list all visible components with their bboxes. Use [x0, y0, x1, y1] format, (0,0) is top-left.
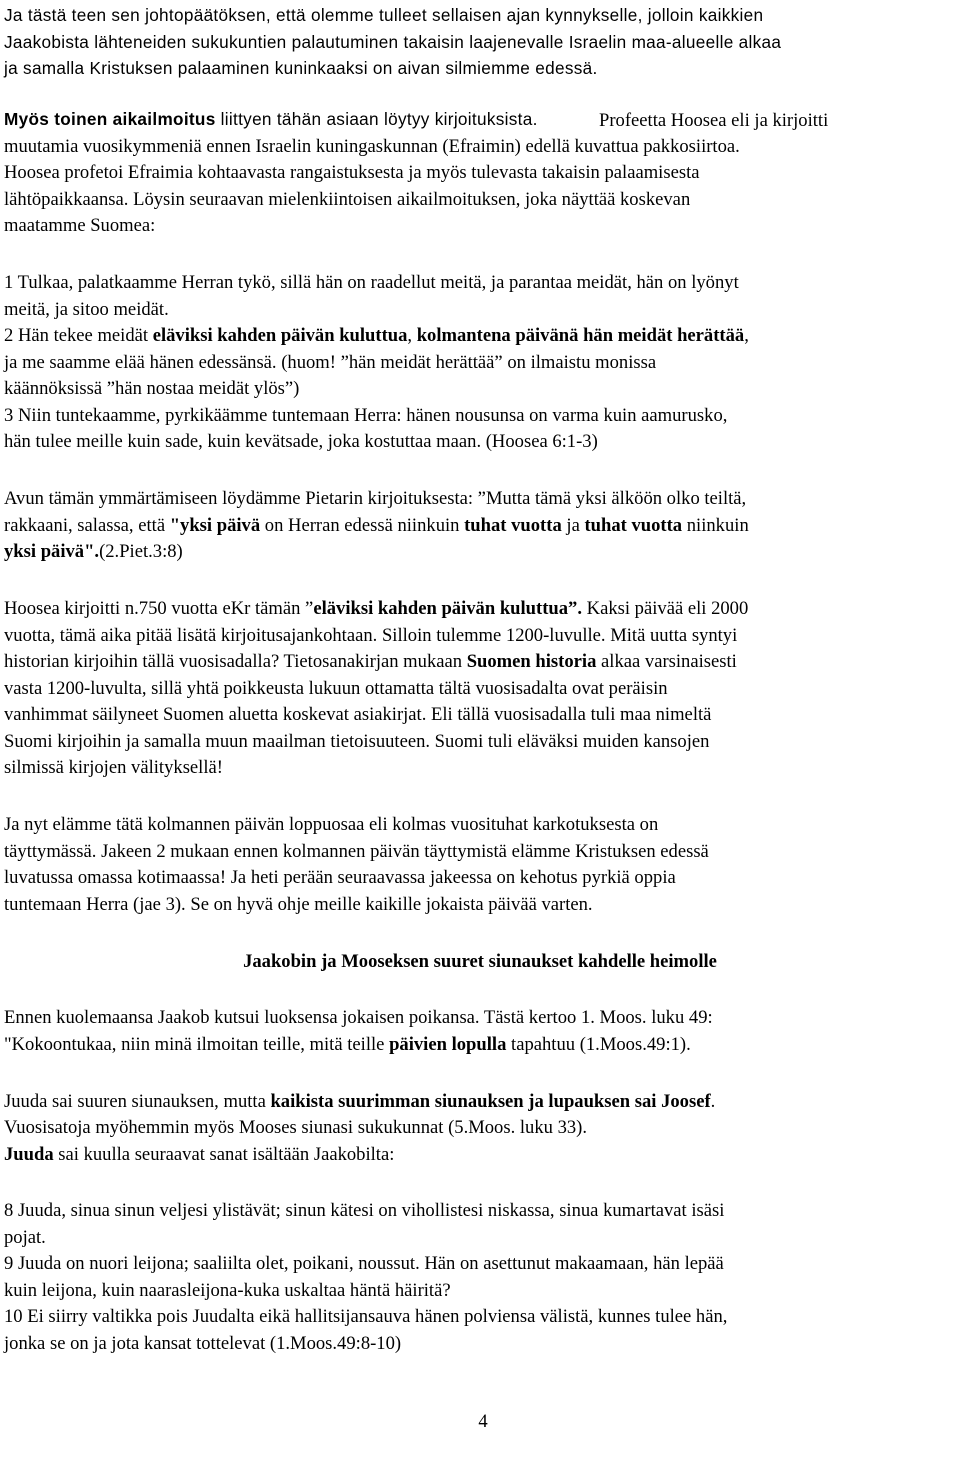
text-line: pojat. [4, 1227, 46, 1248]
text-line: Ennen kuolemaansa Jaakob kutsui luoksensa jokaisen poikansa. Tästä kertoo 1. Moos. luku 49: [4, 1007, 713, 1028]
text-line: kuin leijona, kuin naarasleijona-kuka uskaltaa häntä häiritä? [4, 1280, 451, 1301]
text-line: 3 Niin tuntekaamme, pyrkikäämme tuntemaan Herra: hänen nousunsa on varma kuin aamurusko, [4, 405, 728, 426]
text-line: Jaakobista lähteneiden sukukuntien palautuminen takaisin laajenevalle Israelin maa-alueelle alkaa [4, 32, 782, 52]
text-run: tapahtuu (1.Moos.49:1). [506, 1034, 691, 1055]
text-line: tuntemaan Herra (jae 3). Se on hyvä ohje meille kaikille jokaista päivää varten. [4, 894, 593, 915]
text-line [4, 1089, 715, 1115]
text-line: ja me saamme elää hänen edessänsä. (huom! ”hän meidät herättää” on ilmaistu monissa [4, 352, 657, 373]
text-line [4, 1142, 394, 1168]
text-line: ja samalla Kristuksen palaaminen kuninkaaksi on aivan silmiemme edessä. [4, 58, 598, 78]
bold-phrase: päivien lopulla [389, 1034, 507, 1055]
text-line: luvatussa omassa kotimaassa! Ja heti perään seuraavassa jakeessa on kehotus pyrkiä oppia [4, 867, 676, 888]
text-line [4, 649, 737, 675]
text-line: maatamme Suomea: [4, 215, 156, 236]
text-line: Ja nyt elämme tätä kolmannen päivän loppuosaa eli kolmas vuosituhat karkotuksesta on [4, 814, 659, 835]
text-run: "Kokoontukaa, niin minä ilmoitan teille, mitä teille [4, 1034, 390, 1055]
text-line: Ja tästä teen sen johtopäätöksen, että olemme tulleet sellaisen ajan kynnykselle, jolloin kaikkien [4, 5, 764, 25]
text-line [4, 323, 749, 349]
text-line: silmissä kirjojen välityksellä! [4, 757, 223, 778]
text-line: 1 Tulkaa, palatkaamme Herran tykö, sillä hän on raadellut meitä, ja parantaa meidät, hän on lyönyt [4, 272, 739, 293]
text-line: 8 Juuda, sinua sinun veljesi ylistävät; sinun kätesi on vihollistesi niskassa, sinua kumartavat isäsi [4, 1200, 725, 1221]
text-line: Avun tämän ymmärtämiseen löydämme Pietarin kirjoituksesta: ”Mutta tämä yksi älköön olko teiltä, [4, 488, 747, 509]
text-run: sai kuulla seuraavat sanat isältään Jaakobilta: [53, 1144, 395, 1165]
text-line: täyttymässä. Jakeen 2 mukaan ennen kolmannen päivän täyttymistä elämme Kristuksen edessä [4, 841, 709, 862]
text-line: Profeetta Hoosea eli ja kirjoitti [599, 110, 829, 131]
text-line: vasta 1200-luvulta, sillä yhtä poikkeusta lukuun ottamatta tältä vuosisadalta ovat peräisin [4, 678, 668, 699]
text-line [4, 513, 749, 539]
text-run: historian kirjoihin tällä vuosisadalla? Tietosanakirjan mukaan [4, 651, 467, 672]
text-line: 9 Juuda on nuori leijona; saaliilta olet, poikani, noussut. Hän on asettunut makaamaan, hän lepää [4, 1253, 724, 1274]
text-line: jonka se on ja jota kansat tottelevat (1.Moos.49:8-10) [4, 1333, 402, 1354]
text-line: Vuosisatoja myöhemmin myös Mooses siunasi sukukunnat (5.Moos. luku 33). [4, 1117, 588, 1138]
bold-phrase: Juuda [4, 1144, 54, 1165]
text-run: , [407, 325, 417, 346]
text-run: . [710, 1091, 716, 1112]
bold-phrase: eläviksi kahden päivän kuluttua”. [313, 598, 582, 619]
text-run: rakkaani, salassa, että [4, 515, 170, 536]
text-run: Löysin seuraavan mielenkiintoisen aikailmoituksen, joka näyttää koskevan [128, 189, 691, 210]
text-run: niinkuin [682, 515, 749, 536]
text-run: on Herran edessä niinkuin [260, 515, 465, 536]
text-run: 2 Hän tekee meidät [4, 325, 153, 346]
bold-phrase: Myös toinen aikailmoitus [4, 109, 216, 129]
bold-phrase: tuhat vuotta [584, 515, 683, 536]
bold-phrase: kolmantena päivänä hän meidät herättää [416, 325, 745, 346]
text-run: (2.Piet.3:8) [99, 541, 183, 562]
text-line: hän tulee meille kuin sade, kuin kevätsade, joka kostuttaa maan. (Hoosea 6:1-3) [4, 431, 598, 452]
text-line: Suomi kirjoihin ja samalla muun maailman tietoisuuteen. Suomi tuli eläväksi muiden kansojen [4, 731, 710, 752]
text-run: , [744, 325, 749, 346]
text-line: 10 Ei siirry valtikka pois Juudalta eikä hallitsijansauva hänen polviensa välistä, kunnes tulee hän, [4, 1306, 728, 1327]
text-line [4, 187, 690, 213]
text-run: Kaksi päivää eli 2000 [582, 598, 749, 619]
text-run: ja [561, 515, 585, 536]
bold-phrase: kaikista suurimman siunauksen ja lupauksen sai Joosef [270, 1091, 711, 1112]
bold-phrase: "yksi päivä [169, 515, 261, 536]
text-line: meitä, ja sitoo meidät. [4, 299, 169, 320]
text-line: vuotta, tämä aika pitää lisätä kirjoitusajankohtaan. Silloin tulemme 1200-luvulle. Mitä uutta syntyi [4, 625, 738, 646]
bold-phrase: yksi päivä". [4, 541, 100, 562]
text-line: Hoosea profetoi Efraimia kohtaavasta rangaistuksesta ja myös tulevasta takaisin palaamisesta [4, 162, 700, 183]
text-line [4, 1032, 691, 1058]
text-line: muutamia vuosikymmeniä ennen Israelin kuningaskunnan (Efraimin) edellä kuvattua pakkosiirtoa. [4, 136, 740, 157]
bold-phrase: Suomen historia [466, 651, 597, 672]
text-run: alkaa varsinaisesti [596, 651, 737, 672]
page-number: 4 [478, 1411, 488, 1432]
text-run: Hoosea kirjoitti n.750 vuotta eKr tämän ” [4, 598, 314, 619]
bold-phrase: tuhat vuotta [464, 515, 562, 536]
text-run: Juuda sai suuren siunauksen, mutta [4, 1091, 271, 1112]
text-line: vanhimmat säilyneet Suomen aluetta koskevat asiakirjat. Eli tällä vuosisadalla tuli maa nimeltä [4, 704, 712, 725]
text-run: liittyen tähän asiaan löytyy kirjoituksista. [215, 109, 538, 129]
text-line [4, 106, 538, 132]
text-run: lähtöpaikkaansa. [4, 189, 129, 210]
text-line [4, 596, 748, 622]
text-line [4, 539, 183, 565]
bold-phrase: eläviksi kahden päivän kuluttua [152, 325, 408, 346]
text-line: käännöksissä ”hän nostaa meidät ylös”) [4, 378, 300, 399]
section-heading: Jaakobin ja Mooseksen suuret siunaukset kahdelle heimolle [243, 951, 717, 972]
